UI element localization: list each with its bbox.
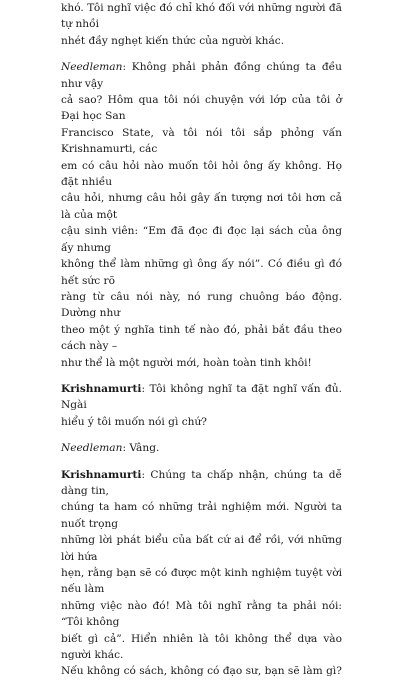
speaker-name: Krishnamurti <box>61 382 142 395</box>
paragraph-gap <box>61 430 342 440</box>
text-line: nhét đầy nghẹt kiến thức của người khác. <box>61 34 285 47</box>
text-line: không thể làm những gì ông ấy nói”. Có điều gì đó hết sức rõ <box>61 258 342 287</box>
speaker-name: Needleman <box>61 442 123 455</box>
paragraph-gap <box>61 371 342 381</box>
text-line: những lời phát biểu của bất cứ ai để rồi, với những lời hứa <box>61 534 342 563</box>
text-line: câu hỏi, nhưng câu hỏi gây ấn tượng nơi tôi hơn cả là của một <box>61 192 342 221</box>
text-line: cậu sinh viên: “Em đã đọc đi đọc lại sách của ông ấy nhưng <box>61 225 342 254</box>
paragraph-continuation <box>61 0 342 49</box>
text-line: như thể là một người mới, hoàn toàn tinh khôi! <box>61 356 312 369</box>
text-line: khó. Tôi nghĩ việc đó chỉ khó đối với những người đã tự nhồi <box>61 2 342 31</box>
speaker-name: Needleman <box>61 61 123 74</box>
text-line: ràng từ câu nói này, nó rung chuông báo động. Dường như <box>61 290 342 320</box>
text-line: Nếu không có sách, không có đạo sư, bạn sẽ làm gì? <box>61 665 342 678</box>
speaker-text: : Vâng. <box>122 442 160 455</box>
speaker-text: : Tôi không nghĩ ta đặt nghĩ vấn đủ. Ngài <box>61 382 342 412</box>
text-line: những việc nào đó! Mà tôi nghĩ rằng ta phải nói: “Tôi không <box>61 599 342 629</box>
paragraph-krishnamurti-2 <box>61 467 342 680</box>
text-line: chúng ta ham có những trải nghiệm mới. Người ta nuốt trọng <box>61 501 342 530</box>
paragraph-needleman-1 <box>61 59 342 371</box>
speaker-text: : Chúng ta chấp nhận, chúng ta dễ dàng tin, <box>61 468 342 497</box>
text-line: theo một ý nghĩa tinh tế nào đó, phải bắt đầu theo cách này – <box>61 323 342 353</box>
paragraph-gap <box>61 457 342 467</box>
paragraph-gap <box>61 49 342 59</box>
text-line: Francisco State, và tôi nói tôi sắp phỏng vấn Krishnamurti, các <box>61 126 342 156</box>
text-line: hiểu ý tôi muốn nói gì chứ? <box>61 415 207 428</box>
text-line: em có câu hỏi nào muốn tôi hỏi ông ấy không. Họ đặt nhiều <box>61 159 342 189</box>
text-line: hẹn, rằng bạn sẽ có được một kinh nghiệm tuyệt vời nếu làm <box>61 567 342 596</box>
paragraph-krishnamurti-1 <box>61 381 342 430</box>
text-line: biết gì cả”. Hiển nhiên là tôi không thể dựa vào người khác. <box>61 632 342 662</box>
text-line: cả sao? Hôm qua tôi nói chuyện với lớp của tôi ở Đại học San <box>61 94 342 123</box>
speaker-name: Krishnamurti <box>61 468 142 481</box>
paragraph-needleman-2 <box>61 440 342 456</box>
speaker-text: : Không phải phản đồng chúng ta đều như vậy <box>61 61 342 90</box>
